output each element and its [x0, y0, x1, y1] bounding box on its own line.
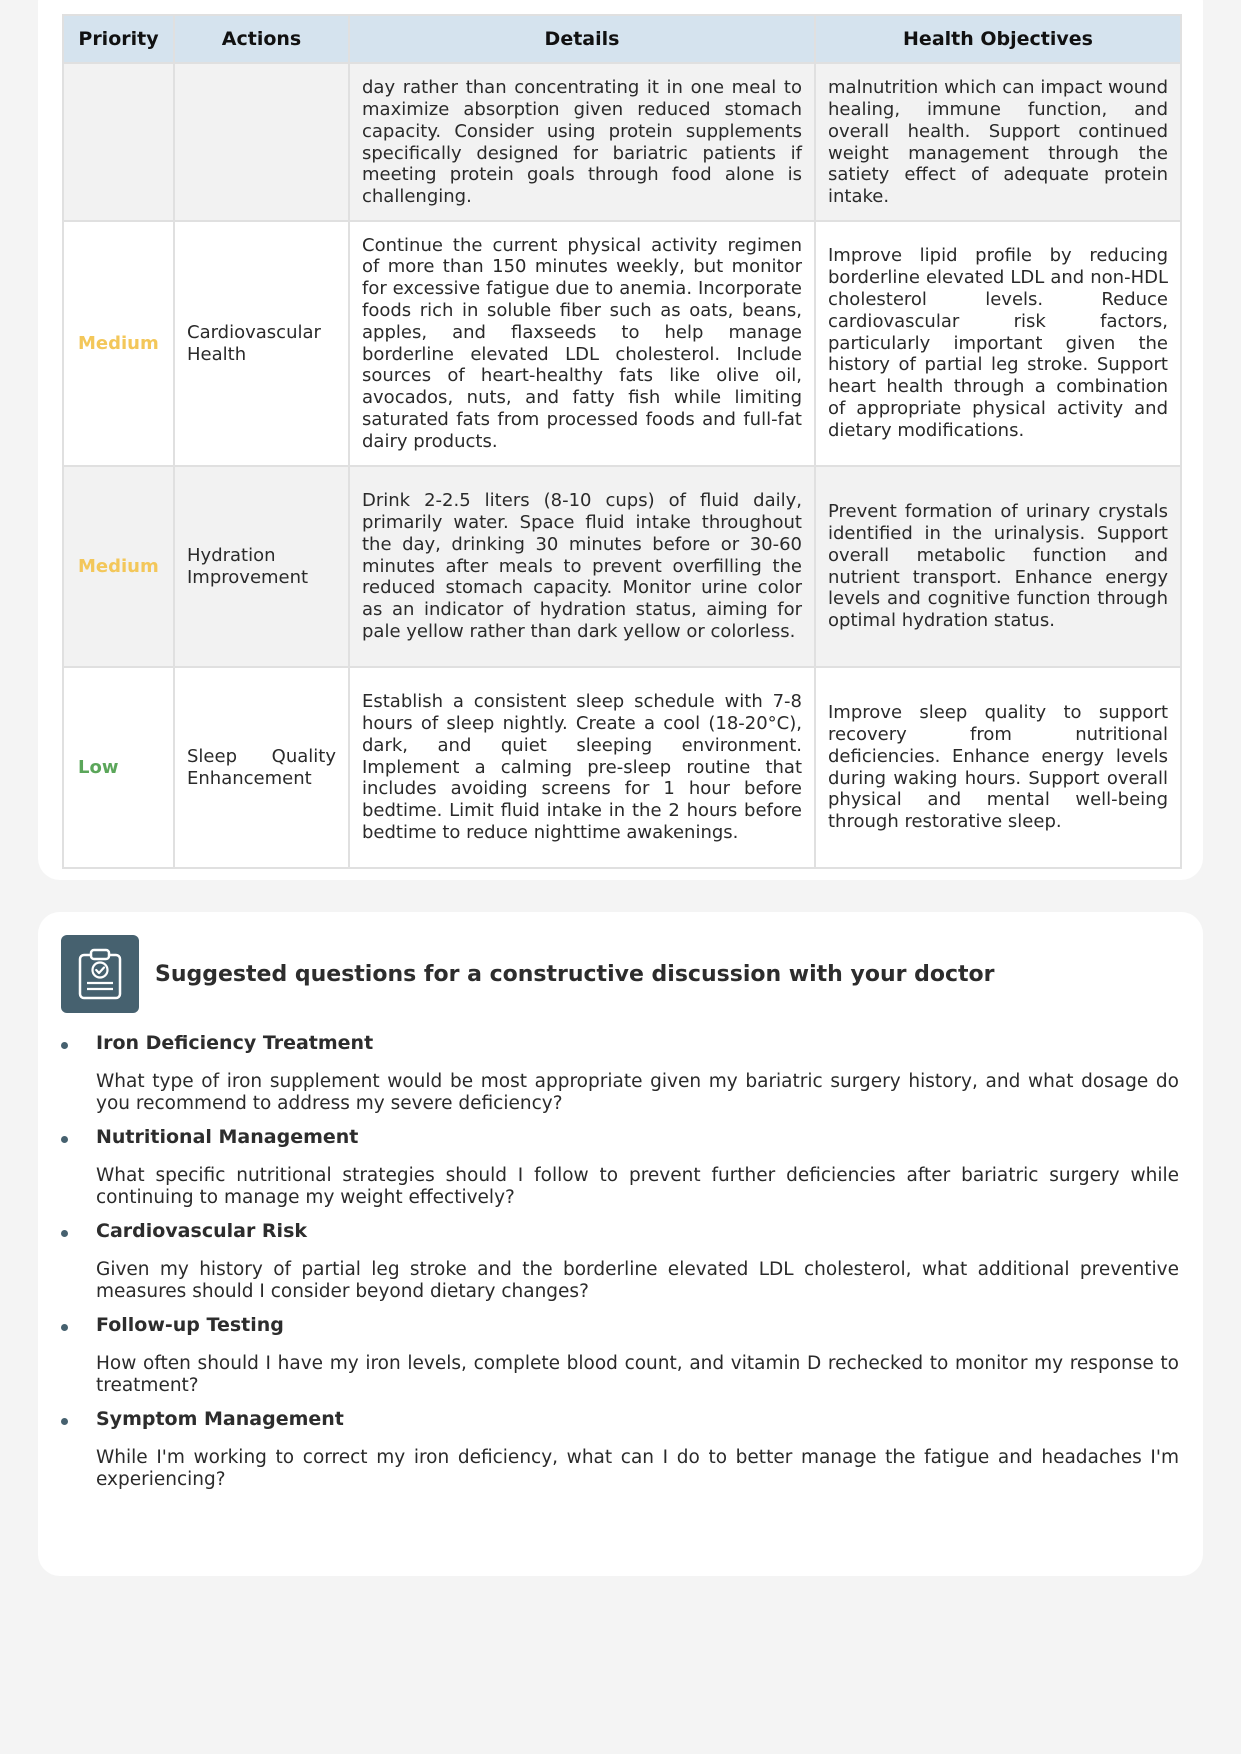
header-details: Details: [349, 15, 815, 63]
priority-cell: [63, 63, 174, 221]
table-row: [63, 466, 1181, 667]
priority-badge-medium: Medium: [63, 466, 174, 667]
question-text: While I'm working to correct my iron deficiency, what can I do to better manage the fatigue and headaches I'm experiencing?: [96, 1447, 1179, 1490]
header-actions: Actions: [174, 15, 349, 63]
priority-badge-medium: Medium: [63, 221, 174, 466]
list-item: [38, 1220, 1179, 1303]
list-item: [38, 1408, 1179, 1491]
objectives-cell: Improve lipid profile by reducing borderline elevated LDL and non-HDL cholesterol levels. Reduce cardiovascular risk factors, particularly important given the history of partial leg stroke. Support heart health through a combination of appropriate physical activity and dietary modifications.: [815, 221, 1181, 466]
objectives-cell: malnutrition which can impact wound healing, immune function, and overall health. Support continued weight management through the satiety effect of adequate protein intake.: [815, 63, 1181, 221]
list-item: [38, 1126, 1179, 1209]
doctor-questions-card: [38, 912, 1203, 1576]
action-cell: Sleep Quality Enhancement: [174, 667, 349, 868]
question-text: Given my history of partial leg stroke and the borderline elevated LDL cholesterol, what additional preventive measures should I consider beyond dietary changes?: [96, 1259, 1179, 1302]
action-cell: Cardiovascular Health: [174, 221, 349, 466]
question-topic: Cardiovascular Risk: [96, 1220, 308, 1242]
table-row: [63, 221, 1181, 466]
list-item: [38, 1314, 1179, 1397]
question-text: How often should I have my iron levels, complete blood count, and vitamin D rechecked to monitor my response to treatment?: [96, 1353, 1179, 1396]
header-priority: Priority: [63, 15, 174, 63]
details-cell: day rather than concentrating it in one meal to maximize absorption given reduced stomach capacity. Consider using protein supplements specifically designed for bariatric patients if meeting protein goals through food alone is challenging.: [349, 63, 815, 221]
details-cell: Continue the current physical activity regimen of more than 150 minutes weekly, but monitor for excessive fatigue due to anemia. Incorporate foods rich in soluble fiber such as oats, beans, apples, and flaxseeds to help manage borderline elevated LDL cholesterol. Include sources of heart-healthy fats like olive oil, avocados, nuts, and fatty fish while limiting saturated fats from processed foods and full-fat dairy products.: [349, 221, 815, 466]
questions-list: [38, 1032, 1179, 1502]
question-topic: Follow-up Testing: [96, 1314, 284, 1336]
details-cell: Drink 2-2.5 liters (8-10 cups) of fluid daily, primarily water. Space fluid intake throughout the day, drinking 30 minutes before or 30-60 minutes after meals to prevent overfilling the reduced stomach capacity. Monitor urine color as an indicator of hydration status, aiming for pale yellow rather than dark yellow or colorless.: [349, 466, 815, 667]
objectives-cell: Improve sleep quality to support recovery from nutritional deficiencies. Enhance energy levels during waking hours. Support overall physical and mental well-being through restorative sleep.: [815, 667, 1181, 868]
action-cell: [174, 63, 349, 221]
objectives-cell: Prevent formation of urinary crystals identified in the urinalysis. Support overall metabolic function and nutrient transport. Enhance energy levels and cognitive function through optimal hydration status.: [815, 466, 1181, 667]
action-cell: Hydration Improvement: [174, 466, 349, 667]
questions-header: [61, 935, 995, 1013]
question-text: What specific nutritional strategies should I follow to prevent further deficiencies after bariatric surgery while continuing to manage my weight effectively?: [96, 1165, 1179, 1208]
list-item: [38, 1032, 1179, 1115]
header-objectives: Health Objectives: [815, 15, 1181, 63]
action-plan-card: [38, 0, 1203, 880]
table-row: [63, 667, 1181, 868]
priority-badge-low: Low: [63, 667, 174, 868]
table-row: [63, 63, 1181, 221]
clipboard-check-icon: [61, 935, 139, 1013]
question-topic: Symptom Management: [96, 1408, 344, 1430]
table-header-row: [63, 15, 1181, 63]
action-plan-table: [62, 14, 1182, 869]
details-cell: Establish a consistent sleep schedule with 7-8 hours of sleep nightly. Create a cool (18-20°C), dark, and quiet sleeping environment. Implement a calming pre-sleep routine that includes avoiding screens for 1 hour before bedtime. Limit fluid intake in the 2 hours before bedtime to reduce nighttime awakenings.: [349, 667, 815, 868]
question-topic: Iron Deficiency Treatment: [96, 1032, 374, 1054]
question-text: What type of iron supplement would be most appropriate given my bariatric surgery history, and what dosage do you recommend to address my severe deficiency?: [96, 1071, 1179, 1114]
questions-title: Suggested questions for a constructive discussion with your doctor: [155, 961, 995, 987]
question-topic: Nutritional Management: [96, 1126, 359, 1148]
